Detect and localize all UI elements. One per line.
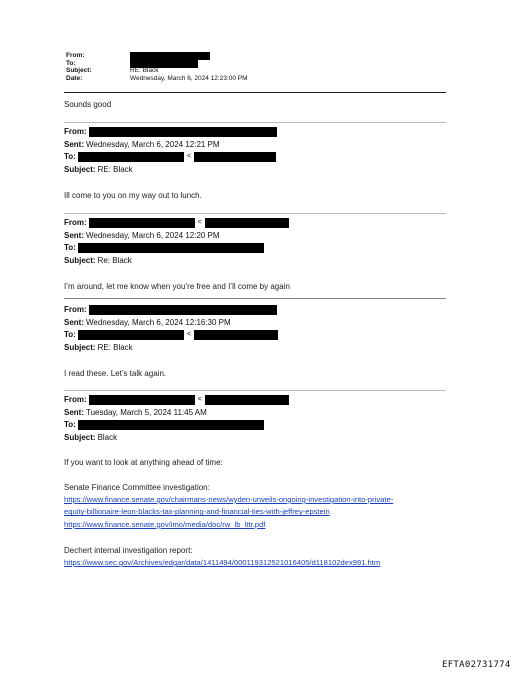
lt-glyph: < bbox=[197, 396, 202, 403]
from-label: From: bbox=[64, 127, 87, 136]
to-label: To: bbox=[64, 243, 76, 252]
date-value: Wednesday, March 6, 2024 12:23:00 PM bbox=[130, 74, 248, 82]
sent-value: Wednesday, March 6, 2024 12:21 PM bbox=[86, 139, 220, 149]
sent-label: Sent: bbox=[64, 317, 84, 327]
from-label: From: bbox=[66, 52, 85, 59]
senate-news-link[interactable]: https://www.finance.senate.gov/chairmans-news/wyden-unveils-ongoing-investigation-into-private- bbox=[64, 495, 394, 504]
redaction-bar bbox=[89, 218, 195, 228]
subject-label: Subject: bbox=[64, 164, 96, 174]
to-label: To: bbox=[66, 59, 76, 67]
sent-value: Wednesday, March 6, 2024 12:20 PM bbox=[86, 230, 220, 240]
message-divider bbox=[64, 298, 446, 299]
subject-value: RE: Black bbox=[97, 342, 133, 352]
senate-letter-link[interactable]: https://www.finance.senate.gov/imo/media/doc/rw_lb_lttr.pdf bbox=[64, 519, 266, 529]
message-body: I read these. Let’s talk again. bbox=[64, 369, 167, 378]
redaction-bar bbox=[78, 243, 264, 253]
message-divider bbox=[64, 122, 446, 123]
date-label: Date: bbox=[66, 74, 83, 82]
message-divider bbox=[64, 390, 446, 391]
senate-section-title: Senate Finance Committee investigation: bbox=[64, 483, 210, 492]
message-header bbox=[64, 394, 289, 444]
message-divider bbox=[64, 213, 446, 214]
sent-label: Sent: bbox=[64, 407, 84, 417]
message-body: I’m around, let me know when you’re free and I’ll come by again bbox=[64, 282, 290, 291]
redaction-bar bbox=[194, 152, 276, 162]
subject-label: Subject: bbox=[64, 342, 96, 352]
lt-glyph: < bbox=[197, 219, 202, 226]
from-label: From: bbox=[64, 218, 87, 227]
redaction-bar bbox=[89, 305, 277, 315]
to-label: To: bbox=[64, 420, 76, 429]
dechert-report-link[interactable]: https://www.sec.gov/Archives/edgar/data/1411494/000119312521016405/d118102dex991.htm bbox=[64, 558, 381, 567]
from-label: From: bbox=[64, 305, 87, 314]
redaction-bar bbox=[89, 395, 195, 405]
header-divider bbox=[64, 92, 446, 93]
message-body: If you want to look at anything ahead of time: bbox=[64, 458, 223, 467]
redaction-bar bbox=[78, 420, 264, 430]
sent-label: Sent: bbox=[64, 139, 84, 149]
message-header bbox=[64, 126, 277, 176]
subject-value: RE: Black bbox=[97, 164, 133, 174]
subject-value: Black bbox=[97, 432, 118, 442]
document-id: EFTA02731774 bbox=[442, 660, 511, 670]
from-label: From: bbox=[64, 395, 87, 404]
subject-label: Subject: bbox=[64, 432, 96, 442]
sent-label: Sent: bbox=[64, 230, 84, 240]
redaction-bar bbox=[205, 395, 289, 405]
redaction-bar bbox=[89, 127, 277, 137]
to-label: To: bbox=[64, 152, 76, 161]
dechert-links bbox=[64, 557, 380, 569]
senate-links bbox=[64, 494, 393, 531]
sent-value: Wednesday, March 6, 2024 12:16:30 PM bbox=[86, 317, 231, 327]
senate-news-link-continued[interactable]: equity-billionaire-leon-blacks-tax-planning-and-financial-ties-with-jeffrey-epstein bbox=[64, 507, 330, 517]
subject-label: Subject: bbox=[64, 255, 96, 265]
email-header bbox=[66, 52, 248, 82]
redaction-bar bbox=[78, 152, 184, 162]
reply-body: Sounds good bbox=[64, 100, 112, 109]
message-header bbox=[64, 217, 289, 267]
subject-value: RE: Black bbox=[130, 67, 159, 75]
message-body: Ill come to you on my way out to lunch. bbox=[64, 191, 202, 200]
to-label: To: bbox=[64, 330, 76, 339]
subject-label: Subject: bbox=[66, 67, 92, 75]
redaction-bar bbox=[205, 218, 289, 228]
message-header bbox=[64, 304, 278, 354]
dechert-section-title: Dechert internal investigation report: bbox=[64, 546, 193, 555]
redaction-bar bbox=[194, 330, 278, 340]
lt-glyph: < bbox=[186, 153, 191, 160]
sent-value: Tuesday, March 5, 2024 11:45 AM bbox=[86, 407, 207, 417]
subject-value: Re: Black bbox=[97, 255, 132, 265]
lt-glyph: < bbox=[186, 331, 191, 338]
redaction-bar bbox=[78, 330, 184, 340]
